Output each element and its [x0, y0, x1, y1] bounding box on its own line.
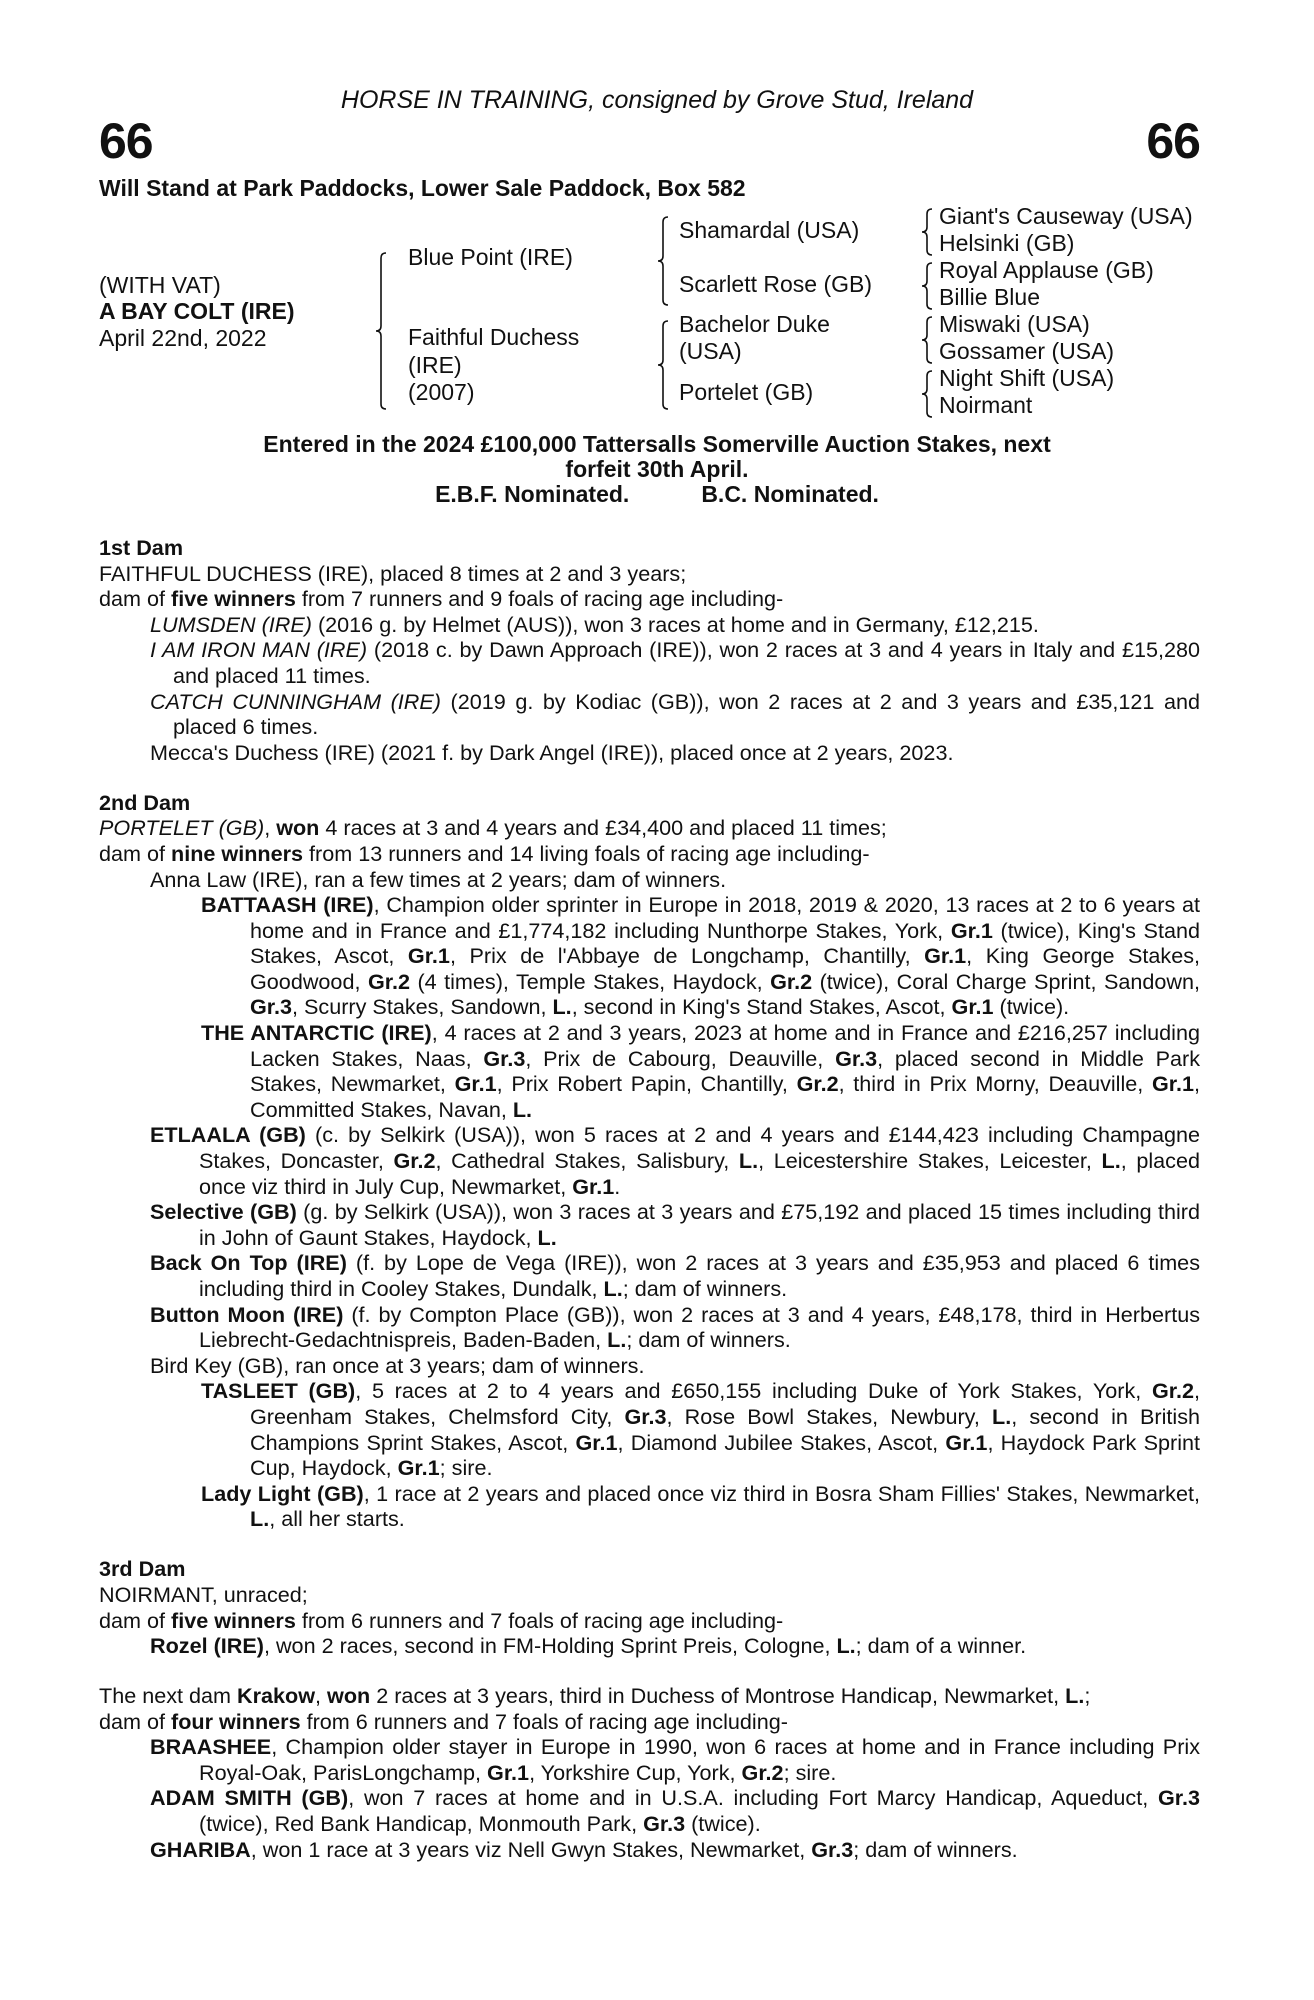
bold-text: GHARIBA — [150, 1836, 251, 1862]
bc-nomination: B.C. Nominated. — [701, 481, 879, 507]
bold-text: Gr.1 — [1151, 1071, 1195, 1097]
text: (twice), Coral Charge Sprint, Sandown, — [812, 968, 1200, 994]
gen3-1: Giant's Causeway (USA) — [939, 203, 1193, 229]
text: Mecca's Duchess (IRE) (2021 f. by Dark Angel (IRE)), placed once at 2 years, 2023. — [150, 739, 954, 765]
dam-section — [99, 1683, 1200, 1862]
bold-text: ETLAALA (GB) — [150, 1122, 306, 1148]
gen3-3: Royal Applause (GB) — [939, 257, 1154, 283]
location-line: Will Stand at Park Paddocks, Lower Sale Paddock, Box 582 — [99, 175, 746, 201]
italic-text: PORTELET (GB) — [99, 815, 265, 841]
text: ; dam of winners. — [622, 1276, 788, 1302]
bold-text: Gr.2 — [393, 1148, 436, 1174]
text: , — [264, 815, 277, 841]
text: (twice). — [993, 994, 1070, 1020]
text: , Diamond Jubilee Stakes, Ascot, — [617, 1429, 946, 1455]
dam-section — [99, 535, 1200, 765]
text: from 6 runners and 7 foals of racing age including- — [295, 1607, 784, 1633]
bold-text: Gr.1 — [397, 1455, 440, 1481]
lot-number-left: 66 — [99, 113, 153, 169]
section-heading: 2nd Dam — [99, 789, 191, 815]
bold-text: TASLEET (GB) — [201, 1378, 356, 1404]
text: (4 times), Temple Stakes, Haydock, — [409, 968, 771, 994]
bold-text: nine winners — [171, 840, 304, 866]
text: ; sire. — [783, 1759, 837, 1785]
bold-text: Gr.2 — [1151, 1378, 1194, 1404]
text: (2019 g. by Kodiac (GB)), won 2 races at 2 and 3 years and £35,121 and placed 6 times. — [173, 688, 1200, 740]
pedigree-entry — [99, 892, 1200, 1020]
text: dam of — [99, 840, 172, 866]
bold-text: L. — [537, 1224, 557, 1250]
text: Anna Law (IRE), ran a few times at 2 years; dam of winners. — [150, 866, 727, 892]
bold-text: Gr.1 — [575, 1429, 618, 1455]
italic-text: LUMSDEN (IRE) — [150, 611, 312, 637]
text: Bird Key (GB), ran once at 3 years; dam of winners. — [150, 1352, 645, 1378]
text: , 4 races at 2 and 3 years, 2023 at home and in France and £216,257 including Lacken Stakes, Naas, — [250, 1020, 1200, 1071]
pedigree-entry — [99, 1837, 1200, 1863]
race-entries — [0, 432, 1314, 507]
sire-dam: Scarlett Rose (GB) — [679, 271, 872, 297]
text: , Haydock Park Sprint Cup, Haydock, — [250, 1429, 1201, 1481]
bold-text: Gr.1 — [407, 943, 450, 969]
text: (twice). — [685, 1811, 761, 1837]
bold-text: four winners — [171, 1708, 301, 1734]
text: , Prix Robert Papin, Chantilly, — [496, 1071, 797, 1097]
brace-icon — [920, 316, 934, 364]
text: 4 races at 3 and 4 years and £34,400 and placed 11 times; — [319, 815, 887, 841]
pedigree-entry — [99, 1378, 1200, 1480]
bold-text: Gr.1 — [487, 1759, 530, 1785]
vat-note: (WITH VAT) — [99, 272, 221, 298]
entry-line-2: forfeit 30th April. — [565, 456, 749, 482]
pedigree-entry — [99, 1582, 1200, 1608]
bold-text: won — [276, 815, 320, 841]
text: dam of — [99, 586, 172, 612]
bold-text: Selective (GB) — [150, 1199, 297, 1225]
text: , second in King's Stand Stakes, Ascot, — [571, 994, 952, 1020]
text: FAITHFUL DUCHESS (IRE), placed 8 times at 2 and 3 years; — [99, 560, 687, 586]
text: , — [315, 1683, 328, 1709]
bold-text: BATTAASH (IRE) — [201, 892, 374, 918]
bold-text: L. — [607, 1327, 627, 1353]
pedigree-entry — [99, 1709, 1200, 1735]
ebf-nomination: E.B.F. Nominated. — [435, 481, 630, 507]
gen3-2: Helsinki (GB) — [939, 230, 1075, 256]
text: , Committed Stakes, Navan, — [250, 1071, 1201, 1122]
text: (g. by Selkirk (USA)), won 3 races at 3 years and £75,192 and placed 15 times including third in John of Gaunt Stakes, Haydock, — [199, 1199, 1200, 1250]
bold-text: Gr.1 — [951, 994, 994, 1020]
pedigree-entry — [99, 1608, 1200, 1634]
bold-text: Button Moon (IRE) — [150, 1301, 344, 1327]
text: , Prix de Cabourg, Deauville, — [525, 1045, 836, 1071]
gen3-6: Gossamer (USA) — [939, 338, 1115, 364]
gen3-7: Night Shift (USA) — [939, 365, 1115, 391]
bold-text: Lady Light (GB) — [201, 1480, 364, 1506]
bold-text: Rozel (IRE) — [150, 1633, 264, 1659]
pedigree-entry — [99, 815, 1200, 841]
text: , Prix de l'Abbaye de Longchamp, Chantilly, — [449, 943, 925, 969]
pedigree-entry — [99, 561, 1200, 587]
entry-line-1: Entered in the 2024 £100,000 Tattersalls Somerville Auction Stakes, next — [263, 431, 1051, 457]
text: , won 7 races at home and in U.S.A. including Fort Marcy Handicap, Aqueduct, — [348, 1785, 1158, 1811]
pedigree-entry — [99, 841, 1200, 867]
text: , third in Prix Morny, Deauville, — [838, 1071, 1152, 1097]
italic-text: I AM IRON MAN (IRE) — [150, 637, 368, 663]
nominations — [0, 482, 1314, 507]
text: , Cathedral Stakes, Salisbury, — [435, 1148, 739, 1174]
text: ; sire. — [439, 1455, 493, 1481]
bold-text: L. — [738, 1148, 759, 1174]
bold-text: five winners — [171, 586, 296, 612]
bold-text: Gr.1 — [950, 917, 993, 943]
text: , Yorkshire Cup, York, — [529, 1759, 742, 1785]
sire-sire: Shamardal (USA) — [679, 217, 860, 243]
text: (twice), King's Stand Stakes, Ascot, — [250, 917, 1200, 969]
consignment-heading: HORSE IN TRAINING, consigned by Grove Stud, Ireland — [340, 86, 974, 114]
text: , Champion older stayer in Europe in 1990, won 6 races at home and in France including Prix Royal-Oak, ParisLongchamp, — [199, 1734, 1200, 1785]
text: (2018 c. by Dawn Approach (IRE)), won 2 races at 3 and 4 years in Italy and £15,280 and placed 11 times. — [173, 637, 1200, 688]
text: , Scurry Stakes, Sandown, — [292, 994, 553, 1020]
bold-text: Gr.3 — [1157, 1785, 1200, 1811]
bold-text: Gr.3 — [643, 1811, 686, 1837]
text: (f. by Lope de Vega (IRE)), won 2 races at 3 years and £35,953 and placed 6 times including third in Cooley Stakes, Dundalk, — [199, 1250, 1200, 1302]
bold-text: BRAASHEE — [150, 1734, 272, 1760]
brace-icon — [656, 216, 670, 306]
pedigree-entry — [99, 1734, 1200, 1785]
brace-icon — [374, 252, 388, 410]
dam-sire-line-2: (USA) — [679, 338, 742, 364]
pedigree-entry — [99, 586, 1200, 612]
bold-text: Gr.2 — [741, 1759, 784, 1785]
text: , second in British Champions Sprint Stakes, Ascot, — [250, 1403, 1201, 1455]
text: ; — [1084, 1683, 1091, 1709]
brace-icon — [920, 370, 934, 418]
bold-text: Gr.1 — [924, 943, 967, 969]
bold-text: Krakow — [237, 1683, 316, 1709]
text: , placed second in Middle Park Stakes, Newmarket, — [250, 1045, 1201, 1097]
bold-text: five winners — [171, 1607, 296, 1633]
brace-icon — [920, 262, 934, 310]
gen3-5: Miswaki (USA) — [939, 311, 1090, 337]
catalogue-body — [99, 535, 1200, 1862]
text: , King George Stakes, Goodwood, — [250, 943, 1201, 994]
text: , Leicestershire Stakes, Leicester, — [758, 1148, 1102, 1174]
text: (twice), Red Bank Handicap, Monmouth Park, — [199, 1811, 644, 1837]
section-heading: 1st Dam — [99, 535, 184, 560]
pedigree-entry — [99, 1633, 1200, 1659]
bold-text: L. — [552, 994, 572, 1020]
bold-text: L. — [1101, 1148, 1121, 1174]
bold-text: Gr.2 — [796, 1071, 839, 1097]
text: 2 races at 3 years, third in Duchess of Montrose Handicap, Newmarket, — [370, 1683, 1066, 1709]
bold-text: Back On Top (IRE) — [150, 1250, 347, 1276]
dam-section — [99, 790, 1200, 1532]
pedigree-entry — [99, 1250, 1200, 1301]
bold-text: L. — [836, 1633, 856, 1659]
brace-icon — [656, 320, 670, 410]
text: , won 1 race at 3 years viz Nell Gwyn Stakes, Newmarket, — [250, 1836, 812, 1862]
text: The next dam — [99, 1683, 238, 1709]
pedigree-entry — [99, 867, 1200, 893]
bold-text: Gr.3 — [835, 1045, 878, 1071]
text: dam of — [99, 1708, 172, 1734]
bold-text: L. — [1065, 1683, 1085, 1709]
text: dam of — [99, 1607, 172, 1633]
bold-text: THE ANTARCTIC (IRE) — [201, 1020, 432, 1046]
text: NOIRMANT, unraced; — [99, 1581, 308, 1607]
pedigree-entry — [99, 1785, 1200, 1836]
dam-sire-line-1: Bachelor Duke — [679, 311, 830, 337]
bold-text: Gr.2 — [770, 968, 813, 994]
bold-text: L. — [250, 1506, 270, 1532]
bold-text: won — [327, 1683, 371, 1709]
pedigree-entry — [99, 612, 1200, 638]
text: . — [614, 1173, 621, 1199]
bold-text: L. — [512, 1096, 533, 1122]
bold-text: Gr.3 — [811, 1836, 854, 1862]
bold-text: Gr.2 — [367, 968, 410, 994]
bold-text: L. — [992, 1403, 1012, 1429]
bold-text: ADAM SMITH (GB) — [150, 1785, 349, 1811]
text: ; dam of winners. — [626, 1327, 791, 1353]
pedigree-entry — [99, 1199, 1200, 1250]
foaling-date: April 22nd, 2022 — [99, 325, 267, 351]
dam-line-1: Faithful Duchess — [408, 324, 580, 350]
text: (c. by Selkirk (USA)), won 5 races at 2 and 4 years and £144,423 including Champagne Stakes, Doncaster, — [199, 1122, 1200, 1174]
text: from 7 runners and 9 foals of racing age including- — [295, 586, 784, 612]
pedigree-entry — [99, 740, 1200, 766]
pedigree-entry — [99, 1683, 1200, 1709]
text: , Champion older sprinter in Europe in 2018, 2019 & 2020, 13 races at 2 to 6 years at home and in France and £1,774,182 including Nunthorpe Stakes, York, — [250, 892, 1200, 943]
text: from 6 runners and 7 foals of racing age including- — [300, 1708, 788, 1734]
text: , 5 races at 2 to 4 years and £650,155 including Duke of York Stakes, York, — [355, 1378, 1152, 1404]
pedigree-entry — [99, 1122, 1200, 1199]
pedigree-entry — [99, 1481, 1200, 1532]
text: , all her starts. — [269, 1506, 405, 1532]
bold-text: L. — [603, 1276, 623, 1302]
text: , placed once viz third in July Cup, Newmarket, — [199, 1148, 1200, 1199]
text: from 13 runners and 14 living foals of racing age including- — [303, 840, 870, 866]
text: , Greenham Stakes, Chelmsford City, — [250, 1378, 1200, 1429]
dam-line-3: (2007) — [408, 379, 475, 405]
lot-number-right: 66 — [1146, 113, 1200, 169]
dam-section — [99, 1556, 1200, 1658]
brace-icon — [920, 208, 934, 256]
horse-name: A BAY COLT (IRE) — [99, 298, 295, 324]
italic-text: CATCH CUNNINGHAM (IRE) — [150, 688, 441, 714]
dam-line-2: (IRE) — [408, 352, 462, 378]
text: , won 2 races, second in FM-Holding Sprint Preis, Cologne, — [263, 1633, 837, 1659]
dam-dam: Portelet (GB) — [679, 379, 814, 405]
bold-text: Gr.3 — [483, 1045, 526, 1071]
text: , 1 race at 2 years and placed once viz third in Bosra Sham Fillies' Stakes, Newmarket, — [363, 1480, 1200, 1506]
bold-text: Gr.1 — [945, 1429, 988, 1455]
text: (f. by Compton Place (GB)), won 2 races at 3 and 4 years, £48,178, third in Herbertus Liebrecht-Gedachtnispreis, Baden-Baden, — [199, 1301, 1201, 1353]
section-heading: 3rd Dam — [99, 1556, 186, 1582]
pedigree-entry — [99, 637, 1200, 688]
bold-text: Gr.1 — [454, 1071, 497, 1097]
sire: Blue Point (IRE) — [408, 244, 573, 270]
text: ; dam of winners. — [853, 1836, 1018, 1862]
pedigree-entry — [99, 689, 1200, 740]
gen3-8: Noirmant — [939, 392, 1033, 418]
pedigree-entry — [99, 1020, 1200, 1122]
bold-text: Gr.3 — [250, 994, 293, 1020]
pedigree-entry — [99, 1353, 1200, 1379]
pedigree-entry — [99, 1302, 1200, 1353]
bold-text: Gr.1 — [572, 1173, 615, 1199]
text: (2016 g. by Helmet (AUS)), won 3 races at home and in Germany, £12,215. — [311, 611, 1039, 637]
text: , Rose Bowl Stakes, Newbury, — [666, 1403, 992, 1429]
text: ; dam of a winner. — [855, 1633, 1027, 1659]
gen3-4: Billie Blue — [939, 284, 1040, 310]
bold-text: Gr.3 — [624, 1403, 667, 1429]
